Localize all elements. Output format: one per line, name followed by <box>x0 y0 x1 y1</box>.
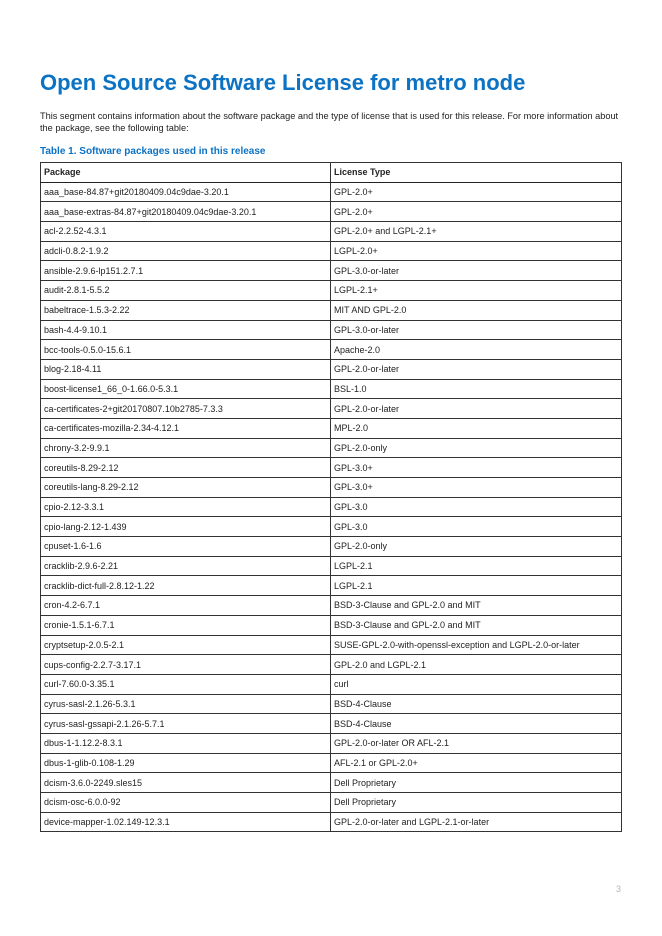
package-cell: cpio-2.12-3.3.1 <box>41 497 331 517</box>
table-row <box>41 399 622 419</box>
table-row <box>41 576 622 596</box>
column-header-license-type: License Type <box>331 163 622 183</box>
package-cell: cracklib-dict-full-2.8.12-1.22 <box>41 576 331 596</box>
license-type-cell: GPL-3.0+ <box>331 458 622 478</box>
package-cell: dcism-osc-6.0.0-92 <box>41 793 331 813</box>
table-row <box>41 202 622 222</box>
package-cell: aaa_base-84.87+git20180409.04c9dae-3.20.1 <box>41 182 331 202</box>
license-type-cell: GPL-2.0-or-later <box>331 399 622 419</box>
table-row <box>41 438 622 458</box>
table-row <box>41 674 622 694</box>
license-type-cell: LGPL-2.0+ <box>331 241 622 261</box>
table-row <box>41 773 622 793</box>
table-row <box>41 812 622 832</box>
table-row <box>41 182 622 202</box>
table-caption: Table 1. Software packages used in this release <box>40 146 266 157</box>
package-cell: coreutils-8.29-2.12 <box>41 458 331 478</box>
license-type-cell: GPL-2.0-or-later OR AFL-2.1 <box>331 733 622 753</box>
license-type-cell: GPL-3.0-or-later <box>331 261 622 281</box>
package-cell: boost-license1_66_0-1.66.0-5.3.1 <box>41 379 331 399</box>
package-cell: cyrus-sasl-gssapi-2.1.26-5.7.1 <box>41 714 331 734</box>
license-type-cell: Dell Proprietary <box>331 773 622 793</box>
table-row <box>41 261 622 281</box>
package-cell: chrony-3.2-9.9.1 <box>41 438 331 458</box>
package-cell: aaa_base-extras-84.87+git20180409.04c9dae-3.20.1 <box>41 202 331 222</box>
package-cell: cpio-lang-2.12-1.439 <box>41 517 331 537</box>
table-row <box>41 418 622 438</box>
table-row <box>41 300 622 320</box>
license-type-cell: BSD-4-Clause <box>331 694 622 714</box>
license-type-cell: BSD-4-Clause <box>331 714 622 734</box>
table-row <box>41 497 622 517</box>
package-cell: cryptsetup-2.0.5-2.1 <box>41 635 331 655</box>
table-row <box>41 635 622 655</box>
package-cell: babeltrace-1.5.3-2.22 <box>41 300 331 320</box>
license-type-cell: LGPL-2.1 <box>331 556 622 576</box>
package-cell: dbus-1-glib-0.108-1.29 <box>41 753 331 773</box>
license-type-cell: GPL-2.0+ <box>331 202 622 222</box>
license-type-cell: Apache-2.0 <box>331 340 622 360</box>
license-type-cell: AFL-2.1 or GPL-2.0+ <box>331 753 622 773</box>
package-cell: cron-4.2-6.7.1 <box>41 596 331 616</box>
package-cell: audit-2.8.1-5.5.2 <box>41 281 331 301</box>
package-cell: bcc-tools-0.5.0-15.6.1 <box>41 340 331 360</box>
package-cell: ca-certificates-mozilla-2.34-4.12.1 <box>41 418 331 438</box>
package-cell: cups-config-2.2.7-3.17.1 <box>41 655 331 675</box>
license-type-cell: GPL-3.0 <box>331 517 622 537</box>
package-cell: cyrus-sasl-2.1.26-5.3.1 <box>41 694 331 714</box>
package-cell: curl-7.60.0-3.35.1 <box>41 674 331 694</box>
license-type-cell: MPL-2.0 <box>331 418 622 438</box>
license-type-cell: GPL-2.0-only <box>331 438 622 458</box>
table-body <box>41 182 622 832</box>
table-row <box>41 517 622 537</box>
package-cell: dbus-1-1.12.2-8.3.1 <box>41 733 331 753</box>
package-cell: bash-4.4-9.10.1 <box>41 320 331 340</box>
license-type-cell: curl <box>331 674 622 694</box>
license-type-cell: GPL-3.0+ <box>331 478 622 498</box>
table-row <box>41 615 622 635</box>
license-type-cell: GPL-3.0 <box>331 497 622 517</box>
package-cell: ansible-2.9.6-lp151.2.7.1 <box>41 261 331 281</box>
license-type-cell: GPL-2.0-only <box>331 537 622 557</box>
license-type-cell: GPL-2.0-or-later and LGPL-2.1-or-later <box>331 812 622 832</box>
table-row <box>41 359 622 379</box>
table-row <box>41 655 622 675</box>
package-cell: coreutils-lang-8.29-2.12 <box>41 478 331 498</box>
table-row <box>41 458 622 478</box>
license-type-cell: GPL-2.0 and LGPL-2.1 <box>331 655 622 675</box>
table-row <box>41 556 622 576</box>
package-cell: device-mapper-1.02.149-12.3.1 <box>41 812 331 832</box>
software-packages-table <box>40 162 622 832</box>
license-type-cell: BSL-1.0 <box>331 379 622 399</box>
table-row <box>41 596 622 616</box>
table-row <box>41 733 622 753</box>
table-row <box>41 340 622 360</box>
table-row <box>41 320 622 340</box>
table-row <box>41 537 622 557</box>
license-type-cell: BSD-3-Clause and GPL-2.0 and MIT <box>331 596 622 616</box>
table-row <box>41 379 622 399</box>
table-row <box>41 753 622 773</box>
table-row <box>41 241 622 261</box>
package-cell: adcli-0.8.2-1.9.2 <box>41 241 331 261</box>
page-number: 3 <box>615 884 621 894</box>
license-type-cell: GPL-2.0-or-later <box>331 359 622 379</box>
table-row <box>41 281 622 301</box>
table-row <box>41 222 622 242</box>
license-type-cell: GPL-2.0+ and LGPL-2.1+ <box>331 222 622 242</box>
package-cell: cpuset-1.6-1.6 <box>41 537 331 557</box>
package-cell: cracklib-2.9.6-2.21 <box>41 556 331 576</box>
license-type-cell: BSD-3-Clause and GPL-2.0 and MIT <box>331 615 622 635</box>
table-row <box>41 793 622 813</box>
license-type-cell: GPL-2.0+ <box>331 182 622 202</box>
table-row <box>41 714 622 734</box>
table-row <box>41 478 622 498</box>
package-cell: dcism-3.6.0-2249.sles15 <box>41 773 331 793</box>
column-header-package: Package <box>41 163 331 183</box>
license-type-cell: GPL-3.0-or-later <box>331 320 622 340</box>
page-title: Open Source Software License for metro node <box>40 70 526 95</box>
license-type-cell: SUSE-GPL-2.0-with-openssl-exception and LGPL-2.0-or-later <box>331 635 622 655</box>
table-header-row <box>41 163 622 183</box>
license-type-cell: LGPL-2.1+ <box>331 281 622 301</box>
intro-paragraph: This segment contains information about the software package and the type of license that is used for this release. For more information about the package, see the following table: <box>40 111 619 133</box>
license-type-cell: LGPL-2.1 <box>331 576 622 596</box>
license-type-cell: Dell Proprietary <box>331 793 622 813</box>
package-cell: acl-2.2.52-4.3.1 <box>41 222 331 242</box>
table-row <box>41 694 622 714</box>
license-type-cell: MIT AND GPL-2.0 <box>331 300 622 320</box>
package-cell: cronie-1.5.1-6.7.1 <box>41 615 331 635</box>
package-cell: blog-2.18-4.11 <box>41 359 331 379</box>
package-cell: ca-certificates-2+git20170807.10b2785-7.3.3 <box>41 399 331 419</box>
